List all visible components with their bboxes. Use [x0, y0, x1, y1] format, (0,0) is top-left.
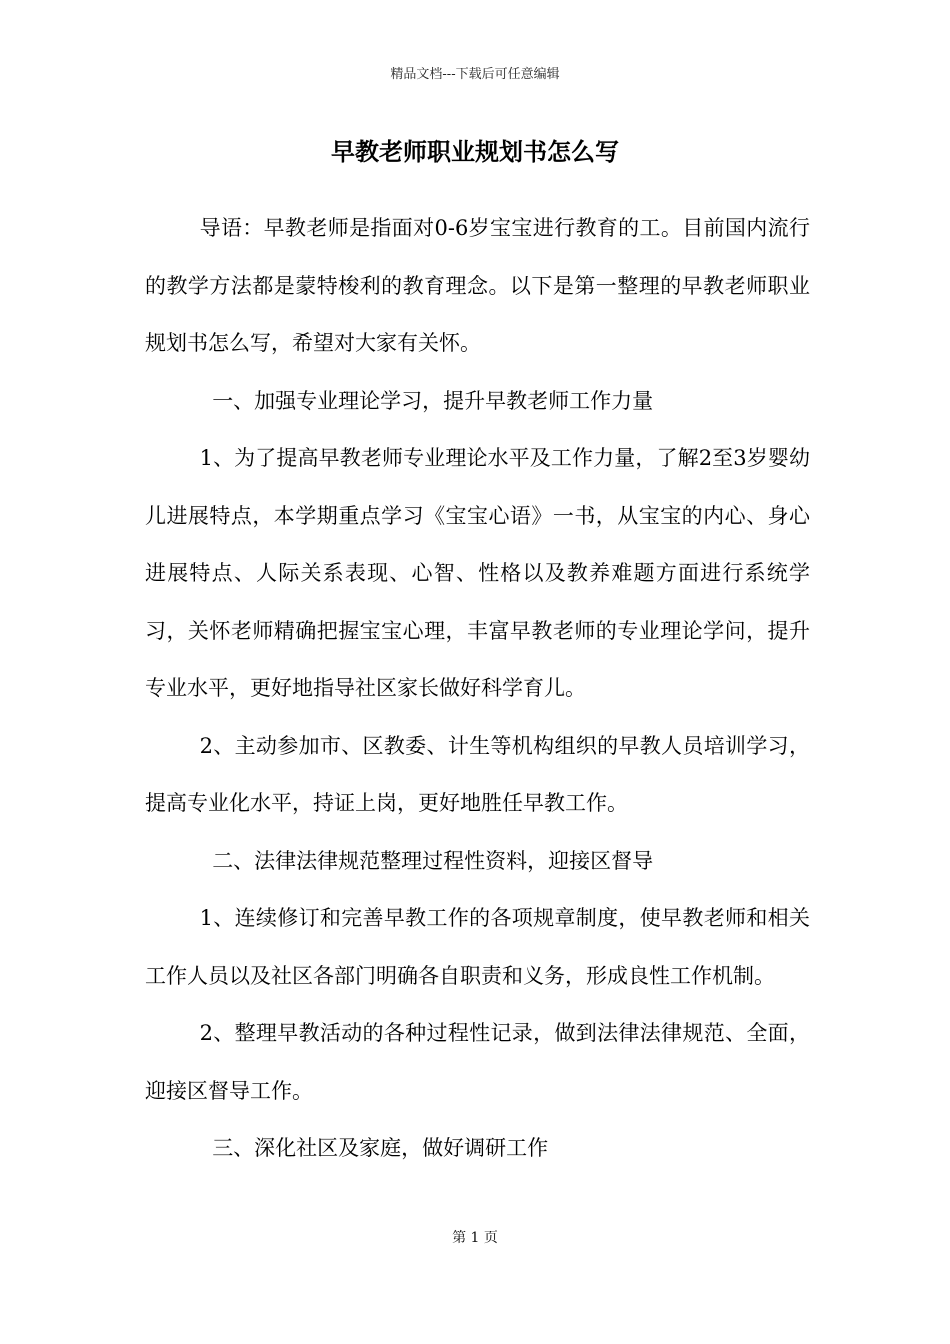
document-body — [145, 200, 810, 1178]
section-2-item-1: 1、连续修订和完善早教工作的各项规章制度，使早教老师和相关工作人员以及社区各部门明确各自职责和义务，形成良性工作机制。 — [145, 906, 810, 988]
section-heading-2: 二、法律法律规范整理过程性资料，迎接区督导 — [212, 848, 654, 873]
intro-paragraph: 导语：早教老师是指面对0-6岁宝宝进行教育的工。目前国内流行的教学方法都是蒙特梭利的教育理念。以下是第一整理的早教老师职业规划书怎么写，希望对大家有关怀。 — [145, 216, 810, 355]
page-number: 第 1 页 — [452, 1230, 498, 1246]
section-1-item-1: 1、为了提高早教老师专业理论水平及工作力量，了解2至3岁婴幼儿进展特点，本学期重点学习《宝宝心语》一书，从宝宝的内心、身心进展特点、人际关系表现、心智、性格以及教养难题方面进行系统学习，关怀老师精确把握宝宝心理，丰富早教老师的专业理论学问，提升专业水平，更好地指导社区家长做好科学育儿。 — [145, 446, 810, 700]
document-title: 早教老师职业规划书怎么写 — [331, 137, 619, 166]
section-heading-3: 三、深化社区及家庭，做好调研工作 — [212, 1136, 549, 1160]
page-header-note: 精品文档---下载后可任意编辑 — [390, 67, 560, 82]
section-2-item-2: 2、整理早教活动的各种过程性记录，做到法律法律规范、全面，迎接区督导工作。 — [145, 1021, 810, 1103]
section-1-item-2: 2、主动参加市、区教委、计生等机构组织的早教人员培训学习，提高专业化水平，持证上岗，更好地胜任早教工作。 — [145, 733, 810, 815]
section-heading-1: 一、加强专业理论学习，提升早教老师工作力量 — [212, 388, 654, 413]
